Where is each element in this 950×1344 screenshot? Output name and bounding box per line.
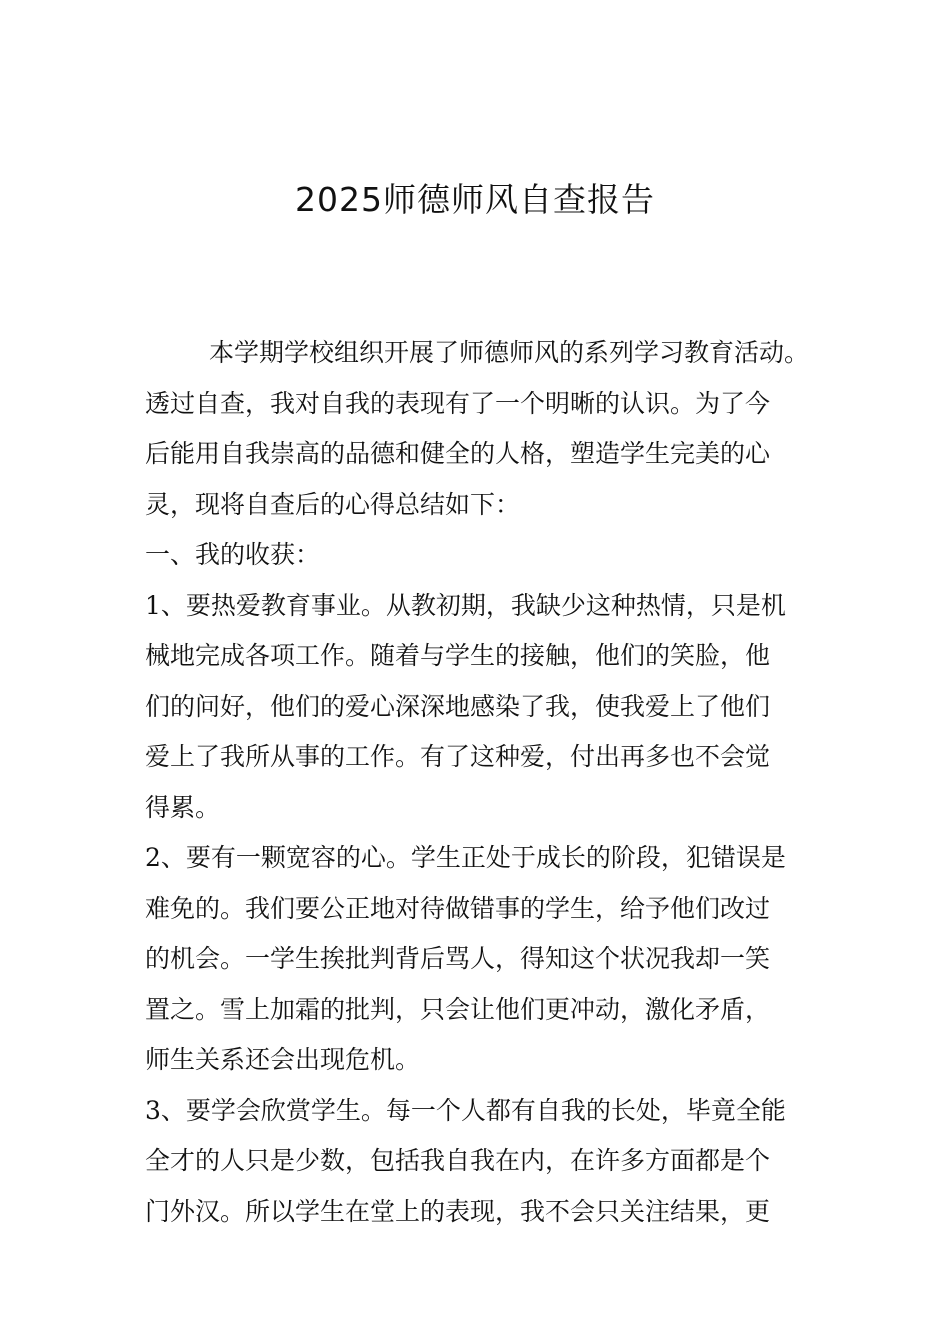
- item-2-line-2: 难免的。我们要公正地对待做错事的学生，给予他们改过: [145, 893, 771, 923]
- section-heading-gains: 一、我的收获：: [145, 540, 321, 569]
- item-1-line-2: 械地完成各项工作。随着与学生的接触，他们的笑脸，他: [145, 641, 771, 670]
- item-3-line-1: 3、要学会欣赏学生。每一个人都有自我的长处，毕竟全能: [145, 1095, 786, 1125]
- item-1-line-4: 爱上了我所从事的工作。有了这种爱，付出再多也不会觉: [145, 742, 771, 771]
- paragraph-line-2: 透过自查，我对自我的表现有了一个明晰的认识。为了今: [145, 388, 771, 418]
- item-2-line-3: 的机会。一学生挨批判背后骂人，得知这个状况我却一笑: [145, 944, 771, 973]
- document-title: 2025师德师风自查报告: [295, 180, 655, 219]
- item-3-line-3: 门外汉。所以学生在堂上的表现，我不会只关注结果，更: [145, 1196, 771, 1226]
- paragraph-line-4: 灵，现将自查后的心得总结如下：: [145, 489, 521, 519]
- item-1-line-5: 得累。: [145, 792, 221, 822]
- item-2-line-5: 师生关系还会出现危机。: [145, 1045, 421, 1074]
- item-2-line-4: 置之。雪上加霜的批判，只会让他们更冲动，激化矛盾，: [145, 994, 771, 1024]
- paragraph-line-1: 本学期学校组织开展了师德师风的系列学习教育活动。: [209, 338, 810, 367]
- item-3-line-2: 全才的人只是少数，包括我自我在内，在许多方面都是个: [145, 1146, 771, 1175]
- item-1-line-1: 1、要热爱教育事业。从教初期，我缺少这种热情，只是机: [145, 590, 786, 620]
- paragraph-line-3: 后能用自我崇高的品德和健全的人格，塑造学生完美的心: [145, 439, 771, 468]
- item-1-line-3: 们的问好，他们的爱心深深地感染了我，使我爱上了他们: [145, 691, 771, 721]
- item-2-line-1: 2、要有一颗宽容的心。学生正处于成长的阶段，犯错误是: [145, 843, 786, 872]
- document-body: [145, 328, 825, 1237]
